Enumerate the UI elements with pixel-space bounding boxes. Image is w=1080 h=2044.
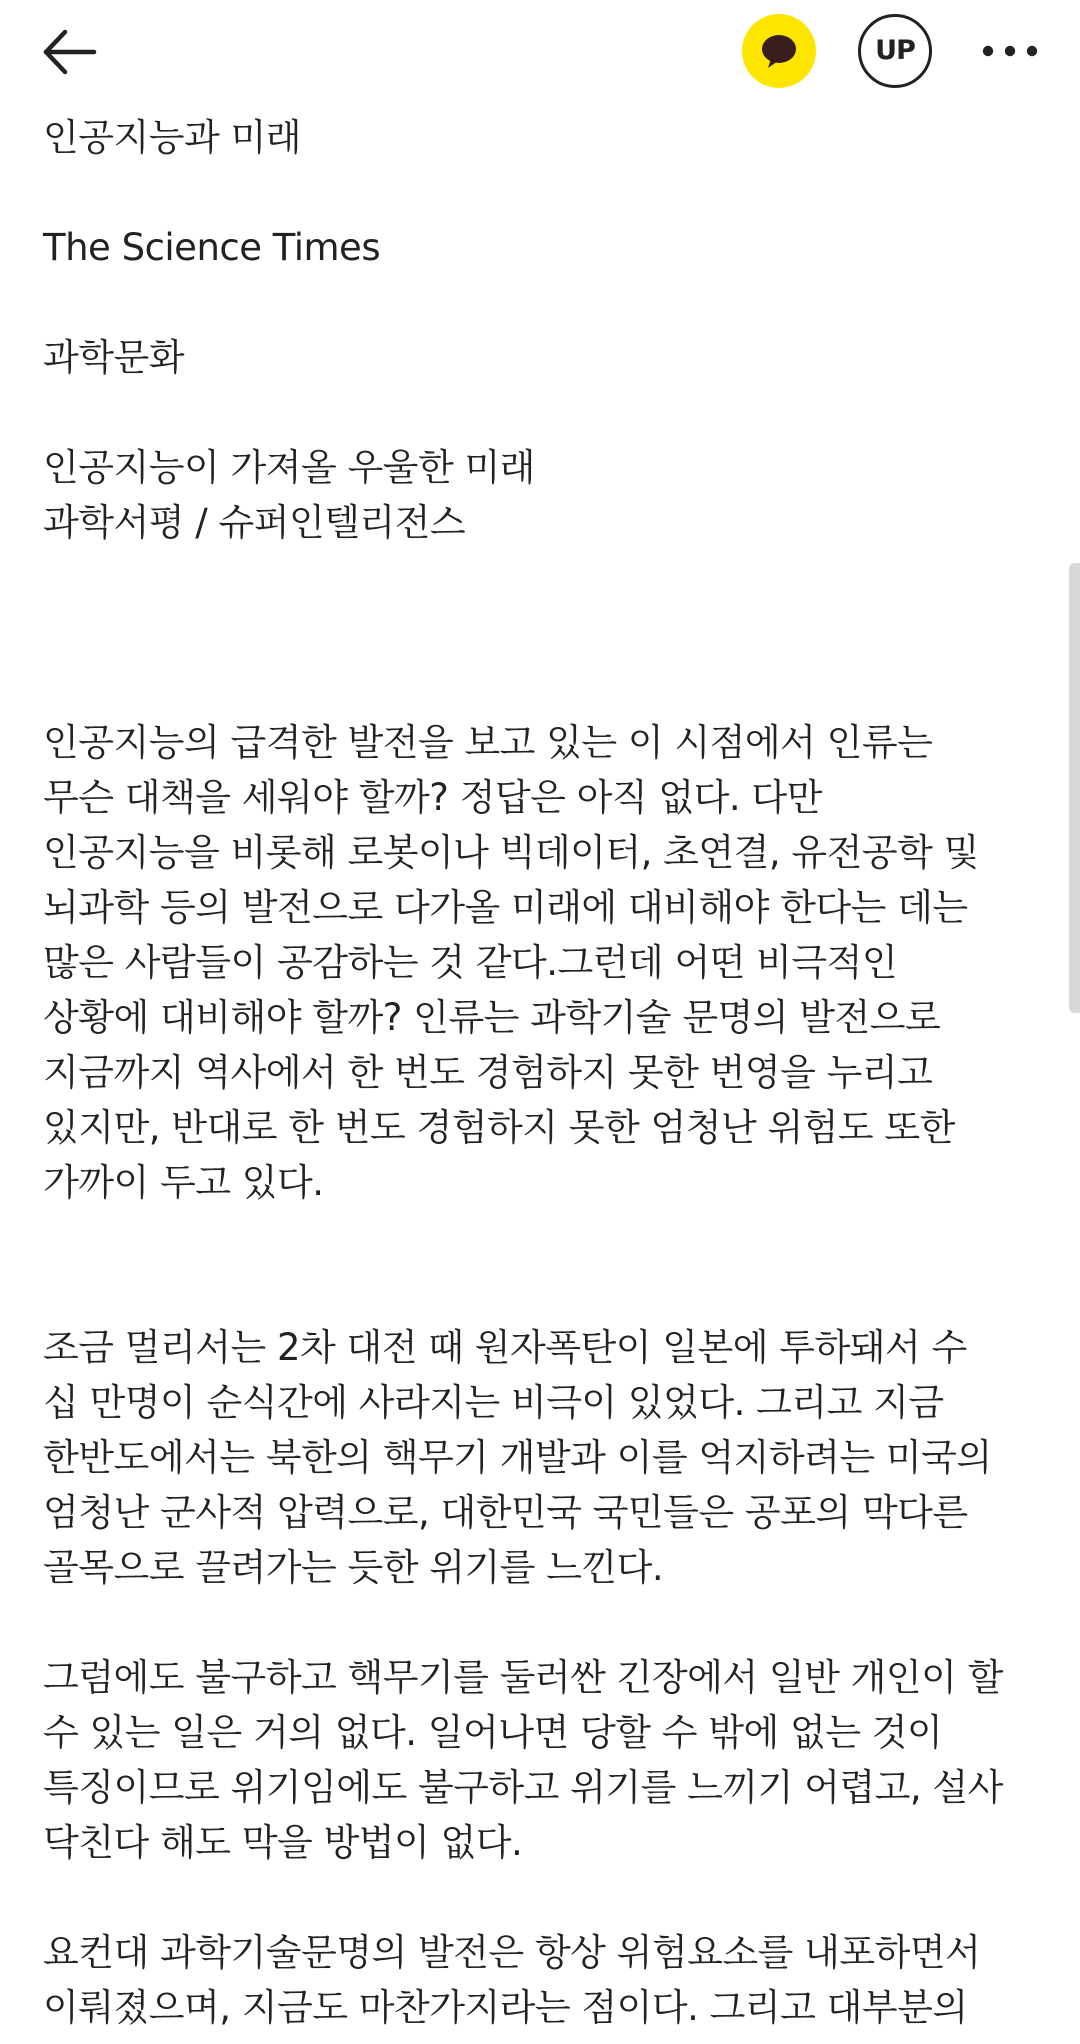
spacer: [43, 165, 1043, 220]
text-line: 인공지능의 급격한 발전을 보고 있는 이 시점에서 인류는: [43, 721, 933, 764]
arrow-left-icon: [40, 22, 100, 82]
text-line: 있지만, 반대로 한 번도 경험하지 못한 엄청난 위험도 또한: [43, 1106, 955, 1149]
more-horizontal-icon: [980, 26, 1040, 76]
paragraph-3: [43, 1650, 1043, 1870]
text-line: 무슨 대책을 세워야 할까? 정답은 아직 없다. 다만: [43, 776, 822, 819]
text-line: 상황에 대비해야 할까? 인류는 과학기술 문명의 발전으로: [43, 996, 941, 1039]
text-line: 조금 멀리서는 2차 대전 때 원자폭탄이 일본에 투하돼서 수: [43, 1326, 967, 1369]
text-line: 특징이므로 위기임에도 불구하고 위기를 느끼기 어렵고, 설사: [43, 1766, 1003, 1809]
vertical-scrollbar[interactable]: [1069, 563, 1080, 1013]
more-options-button[interactable]: [980, 26, 1040, 76]
spacer: [43, 550, 1043, 605]
spacer: [43, 385, 1043, 440]
paragraph-1: [43, 715, 1043, 1210]
text-line: 그럼에도 불구하고 핵무기를 둘러싼 긴장에서 일반 개인이 할: [43, 1656, 1003, 1699]
text-line: 골목으로 끌려가는 듯한 위기를 느낀다.: [43, 1546, 664, 1589]
top-app-bar: [0, 0, 1080, 100]
text-line: 십 만명이 순식간에 사라지는 비극이 있었다. 그리고 지금: [43, 1381, 944, 1424]
text-line: 요컨대 과학기술문명의 발전은 항상 위험요소를 내포하면서: [43, 1931, 981, 1974]
text-line: 닥친다 해도 막을 방법이 없다.: [43, 1821, 523, 1864]
back-button[interactable]: [40, 22, 100, 82]
post-title: 인공지능과 미래: [43, 116, 301, 159]
article-headline: 인공지능이 가져올 우울한 미래: [43, 446, 535, 489]
speech-bubble-icon: [742, 14, 816, 88]
text-line: 수 있는 일은 거의 없다. 일어나면 당할 수 밖에 없는 것이: [43, 1711, 943, 1754]
text-line: 가까이 두고 있다.: [43, 1161, 324, 1204]
source-name: The Science Times: [43, 226, 381, 269]
kakaotalk-share-button[interactable]: [742, 14, 816, 88]
spacer: [43, 275, 1043, 330]
article-subheadline: 과학서평 / 슈퍼인텔리전스: [43, 501, 466, 544]
paragraph-4: [43, 1925, 1043, 2035]
spacer: [43, 1595, 1043, 1650]
text-line: 많은 사람들이 공감하는 것 같다.그런데 어떤 비극적인: [43, 941, 898, 984]
post-body: [43, 110, 1043, 2035]
text-line: 한반도에서는 북한의 핵무기 개발과 이를 억지하려는 미국의: [43, 1436, 992, 1479]
spacer: [43, 605, 1043, 660]
paragraph-2: [43, 1320, 1043, 1595]
spacer: [43, 1870, 1043, 1925]
spacer: [43, 1265, 1043, 1320]
up-button[interactable]: UP: [858, 14, 932, 88]
spacer: [43, 1210, 1043, 1265]
text-line: 이뤄졌으며, 지금도 마찬가지라는 점이다. 그리고 대부분의: [43, 1986, 968, 2029]
category-label: 과학문화: [43, 336, 184, 379]
text-line: 뇌과학 등의 발전으로 다가올 미래에 대비해야 한다는 데는: [43, 886, 968, 929]
text-line: 지금까지 역사에서 한 번도 경험하지 못한 번영을 누리고: [43, 1051, 933, 1094]
text-line: 인공지능을 비롯해 로봇이나 빅데이터, 초연결, 유전공학 및: [43, 831, 979, 874]
spacer: [43, 660, 1043, 715]
text-line: 엄청난 군사적 압력으로, 대한민국 국민들은 공포의 막다른: [43, 1491, 968, 1534]
